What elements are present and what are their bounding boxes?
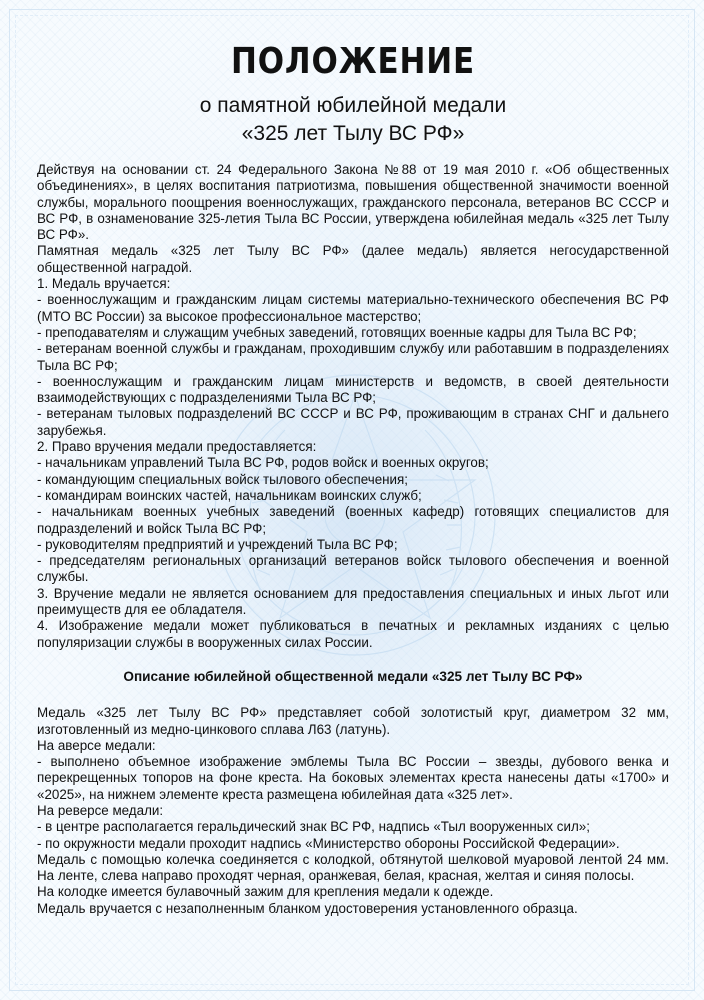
description-paragraph: Медаль «325 лет Тылу ВС РФ» представляет собой золотистый круг, диаметром 32 мм, изготовленный из медно-цинкового сплава Л63 (латунь). — [37, 705, 669, 737]
document-subtitle — [37, 92, 669, 148]
description-paragraph: Медаль с помощью колечка соединяется с колодкой, обтянутой шелковой муаровой лентой 24 мм. На ленте, слева направо проходят черная, оранжевая, белая, красная, желтая и синяя полосы. — [37, 851, 669, 884]
regulation-paragraph: 1. Медаль вручается: — [37, 276, 171, 292]
regulation-paragraph: - ветеранам военной службы и гражданам, проходившим службу или работавшим в подразделениях Тыла ВС РФ; — [37, 341, 669, 373]
regulation-paragraph: - командующим специальных войск тылового обеспечения; — [37, 471, 409, 487]
description-paragraph: На колодке имеется булавочный зажим для крепления медали к одежде. — [37, 884, 494, 900]
regulation-paragraph: Памятная медаль «325 лет Тылу ВС РФ» (далее медаль) является негосударственной общественной наградой. — [37, 243, 669, 275]
description-paragraph: На аверсе медали: — [37, 737, 156, 753]
regulation-paragraph: - военнослужащим и гражданским лицам министерств и ведомств, в своей деятельности взаимодействующих с подразделениями Тыла ВС РФ; — [37, 373, 669, 406]
description-heading: Описание юбилейной общественной медали «325 лет Тылу ВС РФ» — [123, 668, 583, 684]
description-paragraph: Медаль вручается с незаполненным бланком удостоверения установленного образца. — [37, 900, 578, 916]
document-content — [37, 40, 669, 917]
document-title: ПОЛОЖЕНИЕ — [230, 41, 476, 82]
regulation-paragraph: - преподавателям и служащим учебных заведений, готовящих военные кадры для Тыла ВС РФ; — [37, 324, 637, 340]
regulation-paragraph: Действуя на основании ст. 24 Федерального Закона №88 от 19 мая 2010 г. «Об общественных объединениях», в целях воспитания патриотизма, повышения общественной значимости военной службы, морального поощрения военнослужащих, гражданского персонала, ветеранов ВС СССР и ВС РФ, в ознаменование 325-летия Тыла ВС России, утверждена юбилейная медаль «325 лет Тылу ВС РФ». — [37, 162, 669, 243]
regulation-paragraph: - председателям региональных организаций ветеранов войск тылового обеспечения и военной службы. — [37, 553, 669, 585]
description-paragraph: На реверсе медали: — [37, 802, 164, 818]
description-paragraph: - по окружности медали проходит надпись «Министерство обороны Российской Федерации». — [37, 835, 620, 851]
regulation-paragraph: - командирам воинских частей, начальникам воинских служб; — [37, 487, 422, 503]
regulation-paragraph: - военнослужащим и гражданским лицам системы материально-технического обеспечения ВС РФ (МТО ВС России) за высокое профессиональное мастерство; — [37, 292, 669, 324]
subtitle-line-2: «325 лет Тылу ВС РФ» — [241, 122, 465, 145]
regulation-paragraph: 3. Вручение медали не является основанием для предоставления специальных и иных льгот или преимуществ для ее обладателя. — [37, 585, 669, 618]
regulation-paragraph: 4. Изображение медали может публиковаться в печатных и рекламных изданиях с целью популяризации службы в вооруженных силах России. — [37, 618, 669, 650]
regulation-body — [37, 162, 669, 917]
subtitle-line-1: о памятной юбилейной медали — [199, 94, 507, 117]
description-paragraph: - выполнено объемное изображение эмблемы Тыла ВС России – звезды, дубового венка и перекрещенных топоров на фоне креста. На боковых элементах креста нанесены даты «1700» и «2025», на нижнем элементе креста размещена юбилейная дата «325 лет». — [37, 754, 669, 802]
regulation-paragraph: - руководителям предприятий и учреждений Тыла ВС РФ; — [37, 536, 398, 552]
regulation-paragraph: - ветеранам тыловых подразделений ВС СССР и ВС РФ, проживающим в странах СНГ и дальнего зарубежья. — [37, 406, 669, 438]
regulation-paragraph: - начальникам управлений Тыла ВС РФ, родов войск и военных округов; — [37, 455, 489, 471]
regulation-paragraph: - начальникам военных учебных заведений (военных кафедр) готовящих специалистов для подразделений и войск Тыла ВС РФ; — [37, 504, 669, 536]
description-paragraph: - в центре располагается геральдический знак ВС РФ, надпись «Тыл вооруженных сил»; — [37, 819, 590, 835]
regulation-paragraph: 2. Право вручения медали предоставляется: — [37, 439, 317, 455]
